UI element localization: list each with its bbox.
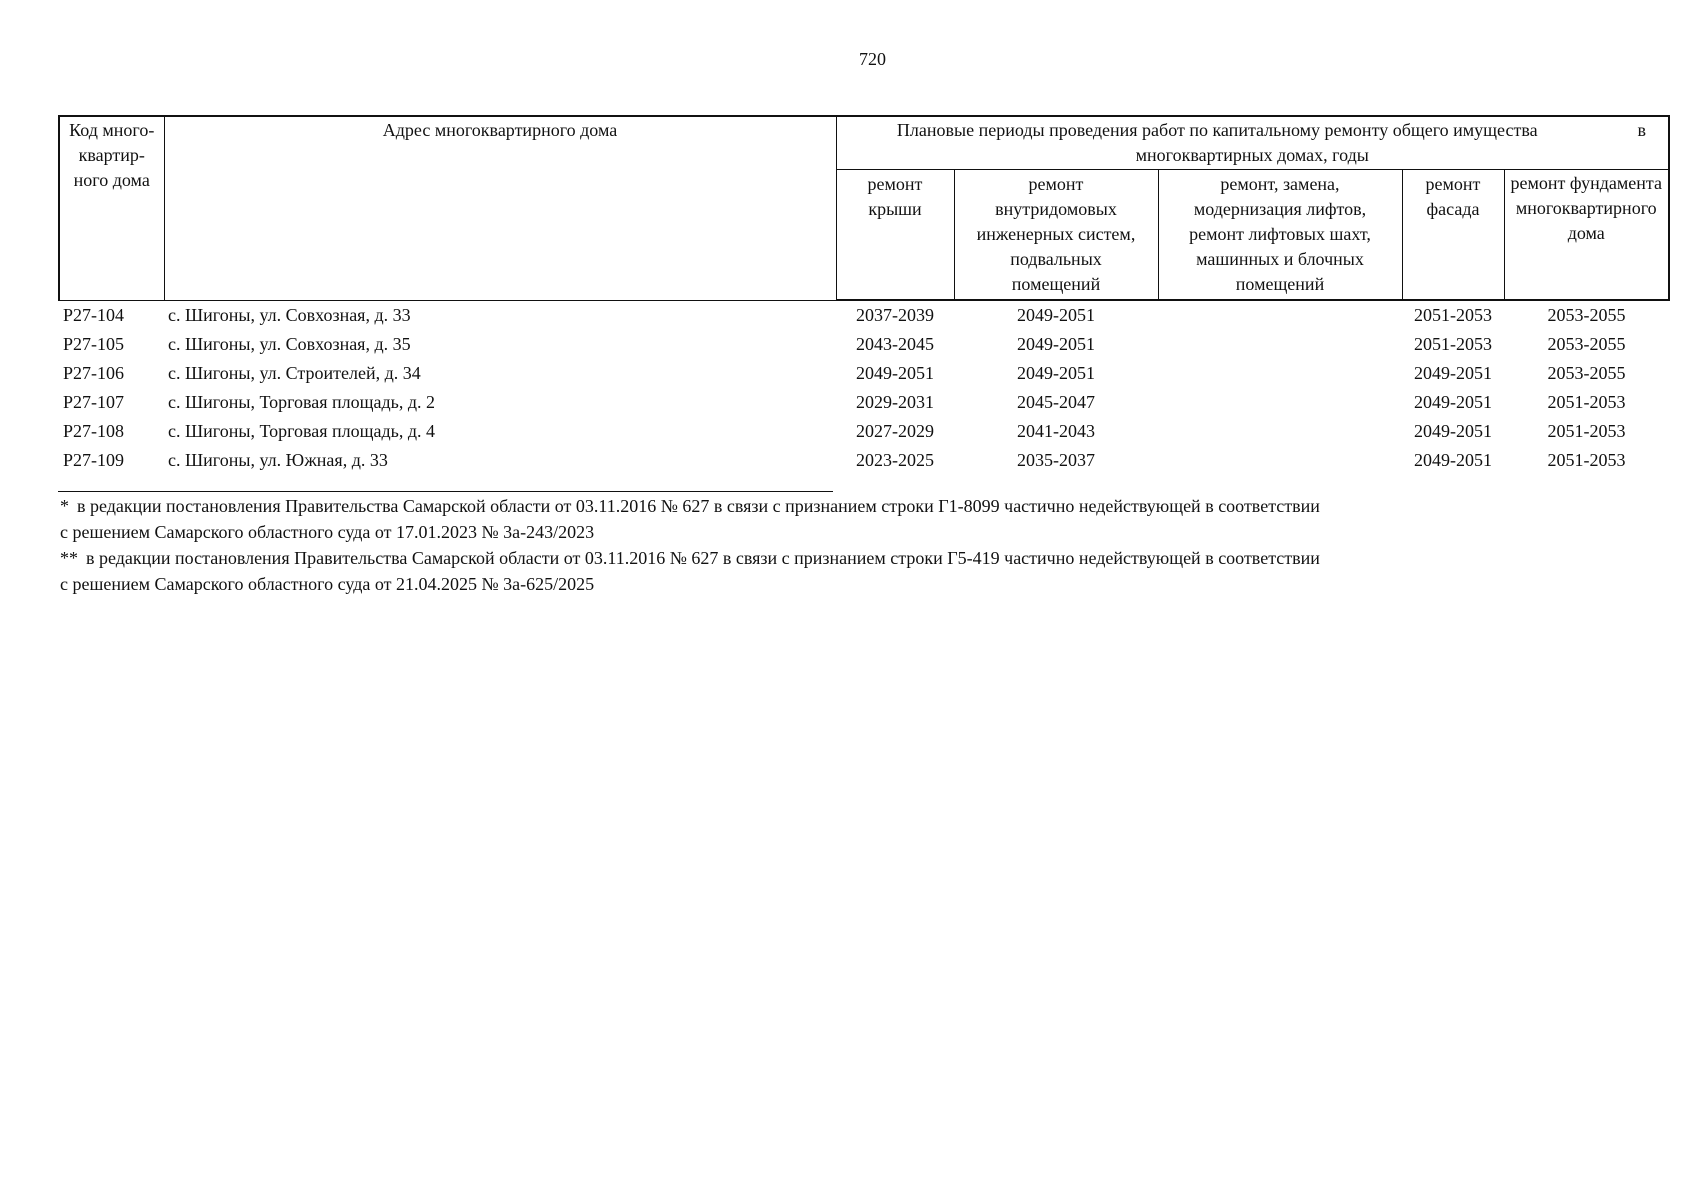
cell-systems: 2035-2037 — [1017, 450, 1095, 470]
cell-address: с. Шигоны, ул. Строителей, д. 34 — [168, 363, 421, 383]
cell-code: Р27-108 — [63, 421, 125, 441]
cell-code: Р27-107 — [63, 392, 125, 412]
header-address: Адрес многоквартирного дома — [164, 116, 836, 300]
cell-systems: 2045-2047 — [1017, 392, 1095, 412]
cell-foundation: 2051-2053 — [1547, 392, 1626, 412]
header-foundation: ремонт фундамента многоквартирного дома — [1504, 170, 1669, 301]
cell-address: с. Шигоны, ул. Южная, д. 33 — [168, 450, 388, 470]
cell-systems: 2049-2051 — [1017, 334, 1095, 354]
cell-foundation: 2051-2053 — [1547, 450, 1626, 470]
table-row — [59, 359, 1669, 388]
header-elevators: ремонт, замена, модернизация лифтов, ремонт лифтовых шахт, машинных и блочных помещений — [1158, 170, 1402, 301]
cell-facade: 2051-2053 — [1414, 334, 1492, 354]
footnotes — [60, 493, 1660, 597]
table-row — [59, 300, 1669, 330]
cell-elevators — [1158, 330, 1402, 359]
header-code: Код много-квартир-ного дома — [59, 116, 164, 300]
footnote-1-line-1 — [60, 493, 1660, 519]
cell-elevators — [1158, 359, 1402, 388]
cell-facade: 2049-2051 — [1414, 450, 1492, 470]
cell-systems: 2041-2043 — [1017, 421, 1095, 441]
cell-foundation: 2053-2055 — [1547, 305, 1626, 325]
footnote-2-line-1 — [60, 545, 1660, 571]
cell-facade: 2049-2051 — [1414, 392, 1492, 412]
footnote-2-mark: ** — [60, 548, 78, 568]
cell-facade: 2049-2051 — [1414, 421, 1492, 441]
cell-elevators — [1158, 446, 1402, 475]
cell-address: с. Шигоны, Торговая площадь, д. 2 — [168, 392, 436, 412]
footnote-1-line-2: с решением Самарского областного суда от 17.01.2023 № 3а-243/2023 — [60, 522, 595, 542]
cell-systems: 2049-2051 — [1017, 305, 1095, 325]
footnote-1-mark: * — [60, 496, 69, 516]
header-periods-group-tail: в — [1637, 120, 1646, 140]
table-row — [59, 330, 1669, 359]
cell-code: Р27-104 — [63, 304, 125, 325]
page-number: 720 — [859, 49, 886, 69]
header-periods-group — [836, 116, 1669, 170]
cell-roof: 2043-2045 — [856, 334, 934, 354]
cell-elevators — [1158, 300, 1402, 330]
cell-systems: 2049-2051 — [1017, 363, 1095, 383]
header-facade: ремонт фасада — [1402, 170, 1504, 301]
header-row-group — [59, 116, 1669, 170]
capital-repair-table — [58, 115, 1670, 475]
table-row — [59, 417, 1669, 446]
table-body — [59, 300, 1669, 475]
cell-roof: 2029-2031 — [856, 392, 934, 412]
cell-code: Р27-109 — [63, 450, 125, 470]
cell-code: Р27-105 — [63, 334, 125, 354]
footnote-1-text: в редакции постановления Правительства Самарской области от 03.11.2016 № 627 в связи с признанием строки Г1-8099 частично недействующей в соответствии — [77, 496, 1320, 516]
cell-elevators — [1158, 388, 1402, 417]
footnote-2-line-2: с решением Самарского областного суда от 21.04.2025 № 3а-625/2025 — [60, 574, 595, 594]
header-systems: ремонт внутридомовых инженерных систем, подвальных помещений — [954, 170, 1158, 301]
cell-address: с. Шигоны, Торговая площадь, д. 4 — [168, 421, 436, 441]
cell-address: с. Шигоны, ул. Совхозная, д. 35 — [168, 334, 411, 354]
cell-roof: 2049-2051 — [856, 363, 934, 383]
table-row — [59, 388, 1669, 417]
cell-foundation: 2051-2053 — [1547, 421, 1626, 441]
cell-elevators — [1158, 417, 1402, 446]
footnote-divider — [58, 491, 833, 492]
cell-facade: 2049-2051 — [1414, 363, 1492, 383]
cell-roof: 2037-2039 — [856, 305, 934, 325]
footnote-2-text: в редакции постановления Правительства Самарской области от 03.11.2016 № 627 в связи с признанием строки Г5-419 частично недействующей в соответствии — [86, 548, 1320, 568]
cell-code: Р27-106 — [63, 363, 125, 383]
header-roof: ремонт крыши — [836, 170, 954, 301]
header-periods-group-line2: многоквартирных домах, годы — [1135, 145, 1369, 165]
cell-facade: 2051-2053 — [1414, 305, 1492, 325]
header-periods-group-line1: Плановые периоды проведения работ по капитальному ремонту общего имущества — [896, 120, 1538, 140]
cell-foundation: 2053-2055 — [1547, 363, 1626, 383]
cell-foundation: 2053-2055 — [1547, 334, 1626, 354]
cell-roof: 2027-2029 — [856, 421, 934, 441]
table-row — [59, 446, 1669, 475]
cell-address: с. Шигоны, ул. Совхозная, д. 33 — [168, 304, 411, 325]
cell-roof: 2023-2025 — [856, 450, 934, 470]
